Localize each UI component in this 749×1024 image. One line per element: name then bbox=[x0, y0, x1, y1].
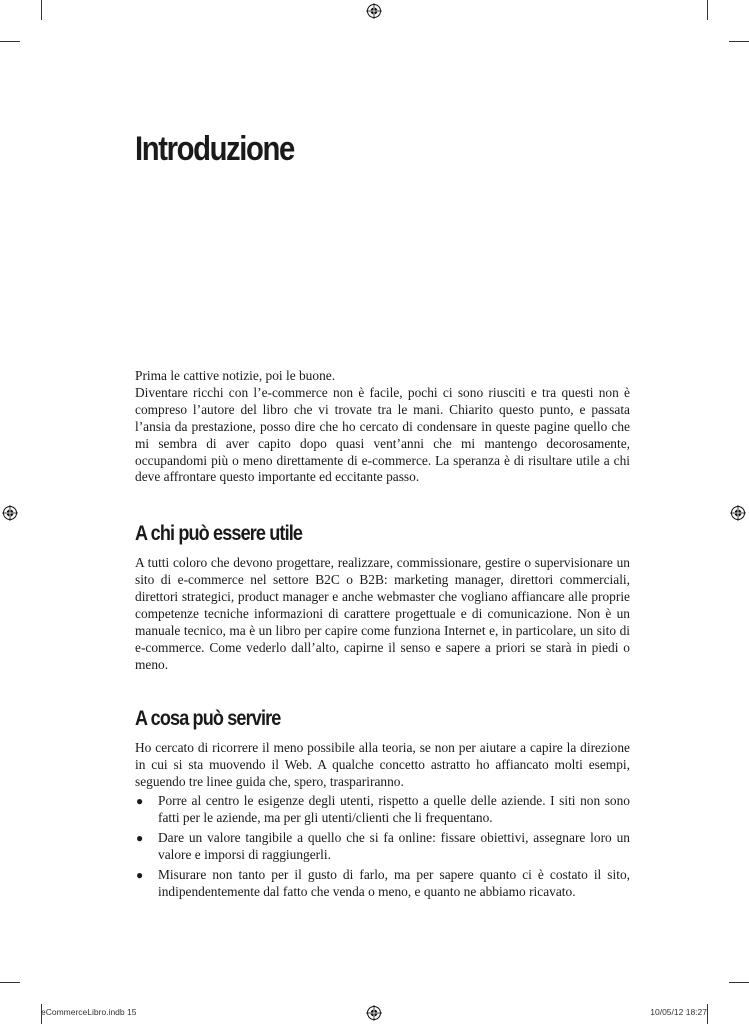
list-item-text: Porre al centro le esigenze degli utenti, rispetto a quelle delle aziende. I siti non sono fatti per le aziende, ma per gli utenti/clienti che li frequentano. bbox=[158, 793, 630, 826]
crop-mark-top-left-horizontal bbox=[0, 41, 20, 42]
section-who bbox=[135, 522, 630, 673]
registration-mark-icon bbox=[2, 505, 18, 521]
crop-mark-top-left-vertical bbox=[41, 0, 42, 20]
list-item-text: Misurare non tanto per il gusto di farlo, ma per sapere quanto ci è costato il sito, indipendentemente dal fatto che venda o meno, e quanto ne abbiamo ricavato. bbox=[158, 867, 630, 899]
crop-mark-bottom-right-horizontal bbox=[729, 982, 749, 983]
list-item bbox=[135, 867, 630, 901]
section-paragraph: A tutti coloro che devono progettare, realizzare, commissionare, gestire o supervisionare un sito di e-commerce nel settore B2C o B2B: marketing manager, direttori commerciali, direttori strategici, product manager e anche webmaster che vogliano affiancare alle proprie competenze tecniche informazioni di carattere progettuale e di comunicazione. Non è un manuale tecnico, ma è un libro per capire come funziona Internet e, in particolare, un sito di e-commerce. Come vederlo dall’alto, capirne il senso e sapere a priori se starà in piedi o meno. bbox=[135, 555, 630, 672]
guideline-list bbox=[135, 793, 630, 900]
footer-timestamp: 10/05/12 18:27 bbox=[650, 1007, 707, 1017]
list-item bbox=[135, 793, 630, 827]
bullet-icon: ● bbox=[136, 794, 144, 809]
page-content bbox=[135, 368, 630, 901]
crop-mark-bottom-right-vertical bbox=[707, 1004, 708, 1024]
bullet-icon: ● bbox=[136, 831, 144, 846]
intro-section bbox=[135, 368, 630, 486]
registration-mark-icon bbox=[366, 1005, 382, 1021]
crop-mark-top-right-horizontal bbox=[729, 41, 749, 42]
intro-paragraph: Prima le cattive notizie, poi le buone. bbox=[135, 368, 336, 383]
bullet-icon: ● bbox=[136, 868, 144, 883]
registration-mark-icon bbox=[730, 505, 746, 521]
footer-file-label: eCommerceLibro.indb 15 bbox=[41, 1007, 137, 1017]
chapter-title: Introduzione bbox=[135, 130, 294, 168]
section-heading: A chi può essere utile bbox=[135, 522, 303, 546]
crop-mark-top-right-vertical bbox=[707, 0, 708, 20]
list-item-text: Dare un valore tangibile a quello che si fa online: fissare obiettivi, assegnare loro un valore e imporsi di raggiungerli. bbox=[158, 830, 630, 863]
intro-paragraph: Diventare ricchi con l’e-commerce non è facile, pochi ci sono riusciti e tra questi non è compreso l’autore del libro che vi trovate tra le mani. Chiarito questo punto, e passata l’ansia da prestazione, posso dire che ho cercato di condensare in queste pagine quello che mi sembra di aver capito dopo quasi vent’anni che mi mantengo decorosamente, occupandomi più o meno direttamente di e-commerce. La speranza è di risultare utile a chi deve affrontare questo importante ed eccitante passo. bbox=[135, 384, 630, 485]
registration-mark-icon bbox=[366, 3, 382, 19]
section-what bbox=[135, 707, 630, 901]
list-item bbox=[135, 830, 630, 864]
crop-mark-bottom-left-horizontal bbox=[0, 982, 20, 983]
section-heading: A cosa può servire bbox=[135, 706, 281, 730]
section-paragraph: Ho cercato di ricorrere il meno possibile alla teoria, se non per aiutare a capire la direzione in cui si sta muovendo il Web. A qualche concetto astratto ho affiancato molti esempi, seguendo tre linee guida che, spero, traspariranno. bbox=[135, 739, 630, 789]
